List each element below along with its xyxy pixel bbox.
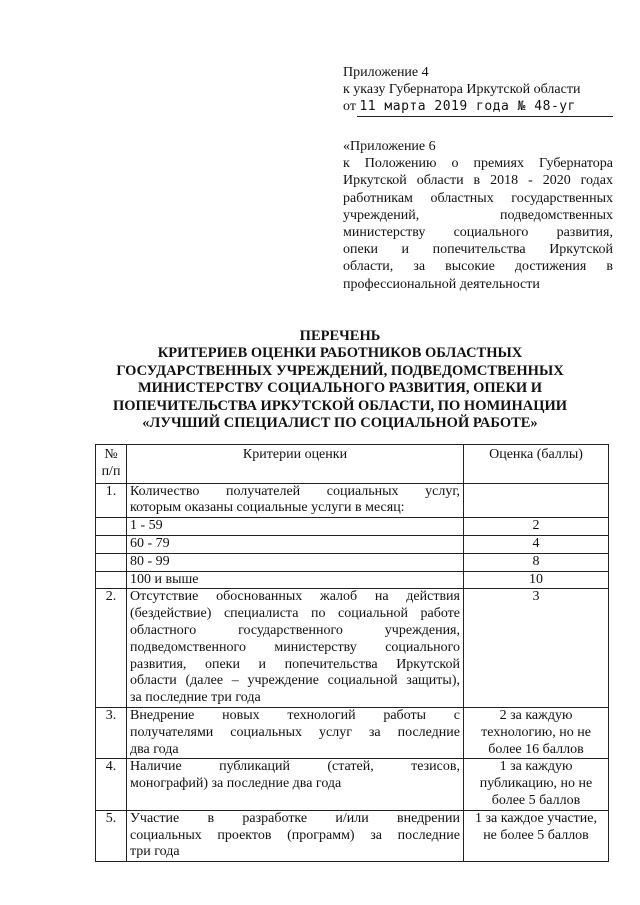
table-subrow (96, 518, 609, 536)
table-subrow (96, 535, 609, 553)
criterion-line: развития, опеки и попечительства Иркутской (130, 656, 460, 672)
row-number: 3. (96, 707, 127, 758)
criterion-line: монографий) за последние два года (130, 776, 342, 792)
criterion-line: Внедрение новых технологий работы с (130, 707, 460, 723)
score-cell (464, 759, 609, 810)
table-subrow (96, 571, 609, 589)
score-line: 1 за каждое участие, (474, 810, 598, 826)
criterion-line: социальных проектов (программ) за последние (130, 827, 460, 843)
score-line: технологию, но не (481, 724, 591, 740)
date-underline (357, 116, 613, 117)
annex6-line: работникам областных государственных (343, 190, 613, 206)
criterion-line: Отсутствие обоснованных жалоб на действия (130, 589, 460, 605)
row-number: 2. (96, 589, 127, 708)
row-number-empty (96, 553, 127, 571)
criterion-line: два года (130, 741, 179, 757)
range-label: 80 - 99 (127, 553, 464, 571)
table-row (96, 589, 609, 708)
header-num-line1: № (104, 447, 118, 462)
criterion-text (127, 810, 464, 861)
row-number-empty (96, 571, 127, 589)
range-score: 10 (464, 571, 609, 589)
heading-line: ГОСУДАРСТВЕННЫХ УЧРЕЖДЕНИЙ, ПОДВЕДОМСТВЕННЫХ (116, 362, 564, 379)
date-prefix: от (343, 99, 356, 114)
annex-date (343, 98, 613, 115)
criterion-line: которым оказаны социальные услуги в месяц: (130, 500, 405, 516)
score-line: не более 5 баллов (483, 827, 589, 843)
score-line: 2 за каждую (499, 707, 573, 723)
annex6-line: учреждений, подведомственных (343, 207, 613, 223)
heading-line: «ЛУЧШИЙ СПЕЦИАЛИСТ ПО СОЦИАЛЬНОЙ РАБОТЕ» (142, 415, 538, 432)
criterion-line: Участие в разработке и/или внедрении (130, 810, 460, 826)
criterion-text (127, 589, 464, 708)
score-cell (464, 707, 609, 758)
criterion-line: (бездействие) специалиста по социальной работе (130, 606, 460, 622)
criterion-line: области (далее – учреждение социальной защиты), (130, 673, 460, 689)
criterion-text (127, 483, 464, 518)
row-number-empty (96, 518, 127, 536)
criteria-table (95, 444, 609, 862)
table-row (96, 810, 609, 861)
header-num-line2: п/п (101, 463, 121, 479)
annex6-line: министерству социального развития, (343, 225, 613, 241)
row-number: 1. (96, 483, 127, 518)
range-label: 60 - 79 (127, 535, 464, 553)
criterion-line: Наличие публикаций (статей, тезисов, (130, 759, 460, 775)
annex6-line: области, за высокие достижения в (343, 259, 613, 275)
annex-decree: к указу Губернатора Иркутской области (343, 82, 581, 97)
annex6-line: к Положению о премиях Губернатора (343, 156, 613, 172)
table-header-row (96, 445, 609, 484)
score-line: более 5 баллов (491, 792, 581, 808)
row-number: 4. (96, 759, 127, 810)
table-subrow (96, 553, 609, 571)
score-cell: 3 (464, 589, 609, 708)
score-line: 1 за каждую (499, 759, 573, 775)
score-cell (464, 483, 609, 518)
criterion-text (127, 759, 464, 810)
table-row (96, 483, 609, 518)
score-cell (464, 810, 609, 861)
row-number: 5. (96, 810, 127, 861)
criterion-line: получателями социальных услуг за последние (130, 724, 460, 740)
range-score: 2 (464, 518, 609, 536)
header-num (96, 445, 127, 484)
row-number-empty (96, 535, 127, 553)
annex-reference (343, 64, 613, 115)
range-score: 8 (464, 553, 609, 571)
header-score: Оценка (баллы) (464, 445, 609, 484)
heading-line: МИНИСТЕРСТВУ СОЦИАЛЬНОГО РАЗВИТИЯ, ОПЕКИ И (137, 380, 543, 397)
annex-title: Приложение 4 (343, 65, 429, 80)
document-heading (80, 328, 600, 432)
annex6-line: «Приложение 6 (343, 139, 436, 154)
table-row (96, 759, 609, 810)
criterion-line: три года (130, 844, 180, 860)
criterion-text (127, 707, 464, 758)
criterion-line: подведомственного министерству социального (130, 639, 460, 655)
heading-line: ПОПЕЧИТЕЛЬСТВА ИРКУТСКОЙ ОБЛАСТИ, ПО НОМИНАЦИИ (112, 397, 568, 414)
annex6-reference (343, 138, 613, 293)
annex6-line: опеки и попечительства Иркутской (343, 242, 613, 258)
score-line: более 16 баллов (488, 741, 584, 757)
range-label: 1 - 59 (127, 518, 464, 536)
heading-line: ПЕРЕЧЕНЬ (299, 328, 381, 344)
criterion-line: областного государственного учреждения, (130, 622, 460, 638)
heading-line: КРИТЕРИЕВ ОЦЕНКИ РАБОТНИКОВ ОБЛАСТНЫХ (157, 345, 523, 362)
annex6-line: профессиональной деятельности (343, 276, 540, 292)
header-criteria: Критерии оценки (127, 445, 464, 484)
criterion-line: за последние три года (130, 690, 261, 706)
range-label: 100 и выше (127, 571, 464, 589)
score-line: публикацию, но не (479, 776, 593, 792)
criterion-line: Количество получателей социальных услуг, (130, 483, 460, 499)
table-row (96, 707, 609, 758)
annex6-line: Иркутской области в 2018 - 2020 годах (343, 173, 613, 189)
decree-date-number: 11 марта 2019 года № 48-уг (359, 99, 576, 114)
range-score: 4 (464, 535, 609, 553)
